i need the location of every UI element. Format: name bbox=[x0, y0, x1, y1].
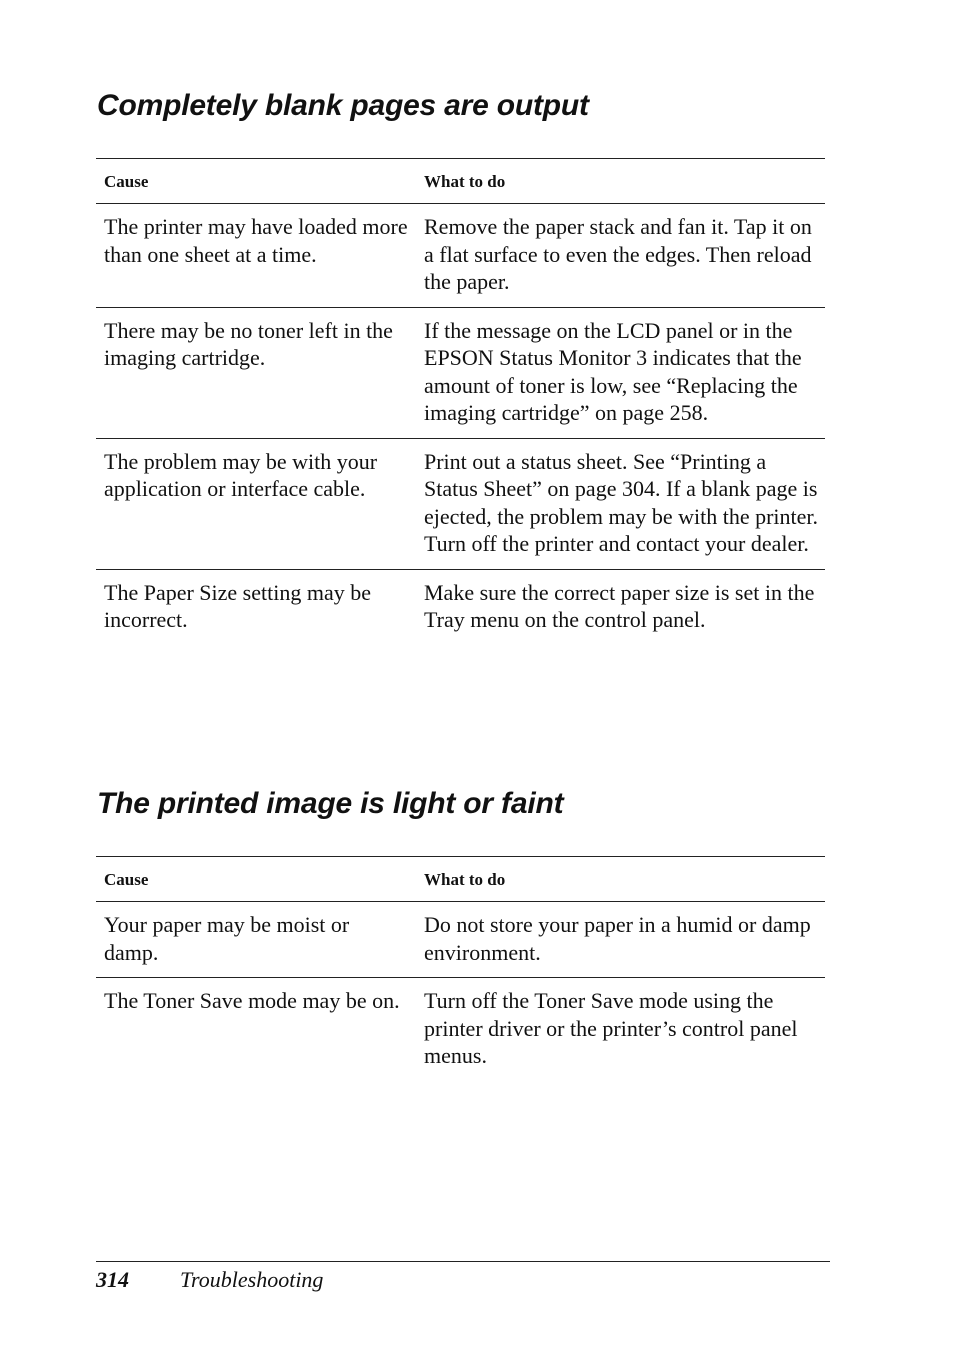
page-number: 314 bbox=[96, 1267, 129, 1292]
remedy-cell: If the message on the LCD panel or in the EPSON Status Monitor 3 indicates that the amount of toner is low, see “Replacing the imaging cartridge” on page 258. bbox=[416, 307, 825, 438]
table-row bbox=[96, 438, 825, 569]
remedy-cell: Print out a status sheet. See “Printing a Status Sheet” on page 304. If a blank page is ejected, the problem may be with the printer. Turn off the printer and contact your dealer. bbox=[416, 438, 825, 569]
column-header-cause: Cause bbox=[96, 857, 416, 902]
cause-cell: The Paper Size setting may be incorrect. bbox=[104, 579, 371, 632]
table-header-row bbox=[96, 159, 825, 204]
troubleshooting-table bbox=[96, 158, 825, 645]
cause-cell: The Toner Save mode may be on. bbox=[104, 988, 400, 1013]
cause-cell: There may be no toner left in the imaging cartridge. bbox=[96, 307, 416, 438]
section-title: Completely blank pages are output bbox=[97, 89, 589, 122]
column-header-what-to-do: What to do bbox=[416, 857, 825, 902]
cause-cell: The printer may have loaded more than one sheet at a time. bbox=[96, 204, 416, 308]
table-row bbox=[96, 978, 825, 1081]
remedy-cell: Remove the paper stack and fan it. Tap it on a flat surface to even the edges. Then reload the paper. bbox=[416, 204, 825, 308]
remedy-cell: Turn off the Toner Save mode using the printer driver or the printer’s control panel menus. bbox=[424, 988, 798, 1068]
cause-cell: Your paper may be moist or damp. bbox=[96, 902, 416, 978]
table-row bbox=[96, 902, 825, 978]
remedy-cell: Do not store your paper in a humid or damp environment. bbox=[416, 902, 825, 978]
section-title: The printed image is light or faint bbox=[97, 787, 564, 820]
troubleshooting-table bbox=[96, 856, 825, 1081]
remedy-cell: Make sure the correct paper size is set in the Tray menu on the control panel. bbox=[424, 579, 815, 632]
cause-cell: The problem may be with your application or interface cable. bbox=[96, 438, 416, 569]
column-header-cause: Cause bbox=[96, 159, 416, 204]
table-row bbox=[96, 307, 825, 438]
table-row bbox=[96, 204, 825, 308]
column-header-what-to-do: What to do bbox=[416, 159, 825, 204]
page-footer bbox=[96, 1261, 830, 1292]
table-row bbox=[96, 569, 825, 645]
chapter-name: Troubleshooting bbox=[180, 1267, 324, 1292]
table-header-row bbox=[96, 857, 825, 902]
